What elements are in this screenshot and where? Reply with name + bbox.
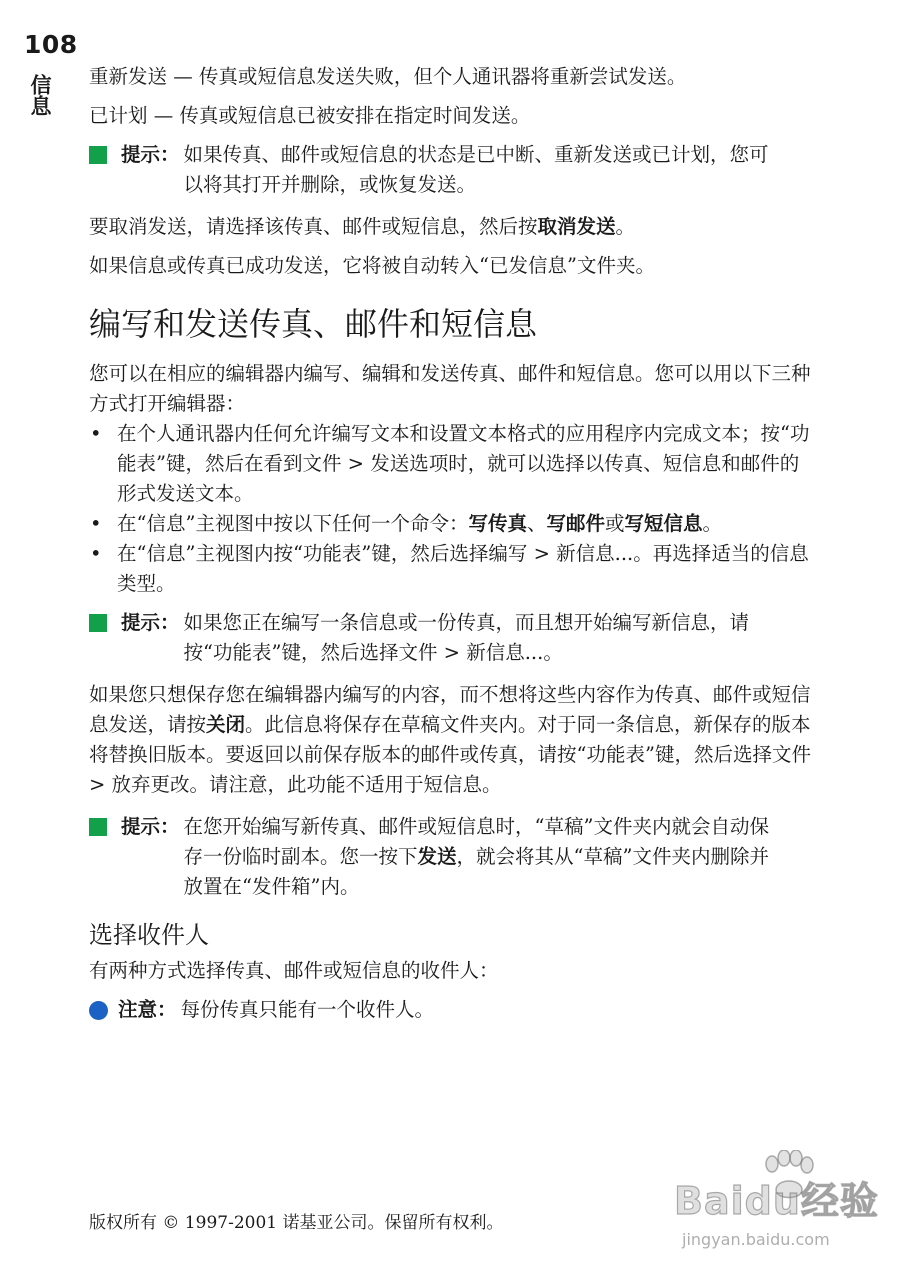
list-item	[89, 509, 814, 539]
subsection-heading: 选择收件人	[89, 921, 209, 949]
cancel-send-command: 取消发送	[537, 215, 616, 238]
list-item	[89, 539, 814, 599]
bullet1-text: 在个人通讯器内任何允许编写文本和设置文本格式的应用程序内完成文本；按“功能表”键，然后在看到	[117, 422, 810, 475]
bullet1-menu-path: 文件 > 发送选项	[302, 452, 449, 475]
status-scheduled-paragraph	[89, 101, 814, 131]
cancel-send-paragraph	[89, 212, 814, 242]
section-heading: 编写和发送传真、邮件和短信息	[89, 305, 538, 343]
status-scheduled-text: 已计划 — 传真或短信息已被安排在指定时间发送。	[89, 104, 531, 127]
cancel-send-suffix: 。	[615, 215, 636, 238]
tip3-text-end: ，就会将其从“草稿”文件夹内删除并放置在“发件箱”内。	[183, 845, 769, 898]
close-command: 关闭	[206, 713, 246, 736]
tip-block-drafts	[89, 812, 814, 902]
note-label: 注意：	[118, 998, 177, 1021]
save-draft-text: 如果您只想保存您在编辑器内编写的内容，而不想将这些内容作为传真、邮件或短信息发送，请按	[89, 683, 811, 736]
tip-square-icon	[89, 146, 107, 164]
tip-square-icon	[89, 614, 107, 632]
tip2-menu-path: 文件 > 新信息...	[398, 641, 544, 664]
bullet2-end: 。	[702, 512, 723, 535]
save-draft-text-end: 。请注意，此功能不适用于短信息。	[189, 773, 502, 796]
status-resend-text: 重新发送 — 传真或短信息发送失败，但个人通讯器将重新尝试发送。	[89, 65, 687, 88]
baidu-watermark	[674, 1150, 888, 1254]
page-content	[89, 62, 814, 1025]
tip-square-icon	[89, 818, 107, 836]
page-number: 108	[24, 30, 78, 59]
write-fax-command: 写传真	[468, 512, 527, 535]
tip-text: 如果传真、邮件或短信息的状态是已中断、重新发送或已计划，您可以将其打开并删除，或恢复发送。	[183, 143, 769, 196]
status-resend-paragraph	[89, 62, 814, 92]
bullet3-text: 在“信息”主视图内按“功能表”键，然后选择	[117, 542, 489, 565]
editor-intro-text: 您可以在相应的编辑器内编写、编辑和发送传真、邮件和短信息。您可以用以下三种方式打开编辑器：	[89, 362, 811, 415]
chapter-side-label: 信息	[28, 74, 52, 116]
send-command: 发送	[417, 845, 457, 868]
tip-label: 提示：	[121, 611, 180, 634]
bullet2-separator: 、	[526, 512, 547, 535]
sent-folder-paragraph	[89, 251, 814, 281]
copyright-footer: 版权所有 © 1997-2001 诺基亚公司。保留所有权利。	[89, 1213, 504, 1233]
tip-block-new-message	[89, 608, 814, 668]
write-sms-command: 写短信息	[624, 512, 703, 535]
tip-text	[184, 812, 784, 902]
tip2-text: 如果您正在编写一条信息或一份传真，而且想开始编写新信息，请按“功能表”键，然后选择	[183, 611, 750, 664]
bullet3-menu-path: 编写 > 新信息...	[488, 542, 634, 565]
note-text: 每份传真只能有一个收件人。	[180, 998, 435, 1021]
watermark-url: jingyan.baidu.com	[682, 1230, 830, 1249]
tip-label: 提示：	[121, 143, 180, 166]
bullet1-text-end: 时，就可以选择以传真、短信息和邮件的形式发送文本。	[117, 452, 800, 505]
save-draft-text-mid: 。此信息将保存在草稿文件夹内。对于同一条信息，新保存的版本将替换旧版本。要返回以前保存版本的邮件或传真，请按“功能表”键，然后选择	[89, 713, 811, 766]
tip3-text: 在您开始编写新传真、邮件或短信息时，“草稿”文件夹内就会自动保存一份临时副本。您一按下	[183, 815, 769, 868]
bullet2-text: 在“信息”主视图中按以下任何一个命令：	[117, 512, 469, 535]
list-item	[89, 419, 814, 509]
note-dot-icon	[89, 1001, 108, 1020]
cancel-send-text: 要取消发送，请选择该传真、邮件或短信息，然后按	[89, 215, 538, 238]
recipients-intro-paragraph	[89, 956, 814, 986]
discard-changes-menu-path: 文件 > 放弃更改	[89, 743, 811, 796]
watermark-logo-text: Baidu经验	[674, 1179, 879, 1223]
tip-label: 提示：	[121, 815, 180, 838]
tip-block-status	[89, 140, 814, 200]
save-draft-paragraph	[89, 680, 814, 800]
bullet2-or: 或	[605, 512, 625, 535]
bullet3-text-end: 。再选择适当的信息类型。	[117, 542, 809, 595]
tip-text	[184, 608, 784, 668]
sent-folder-text: 如果信息或传真已成功发送，它将被自动转入“已发信息”文件夹。	[89, 254, 655, 277]
write-mail-command: 写邮件	[546, 512, 605, 535]
editor-intro-paragraph	[89, 359, 814, 419]
tip2-text-end: 。	[543, 641, 563, 664]
recipients-intro-text: 有两种方式选择传真、邮件或短信息的收件人：	[89, 959, 499, 982]
note-block	[89, 995, 814, 1025]
editor-methods-list	[89, 419, 814, 599]
